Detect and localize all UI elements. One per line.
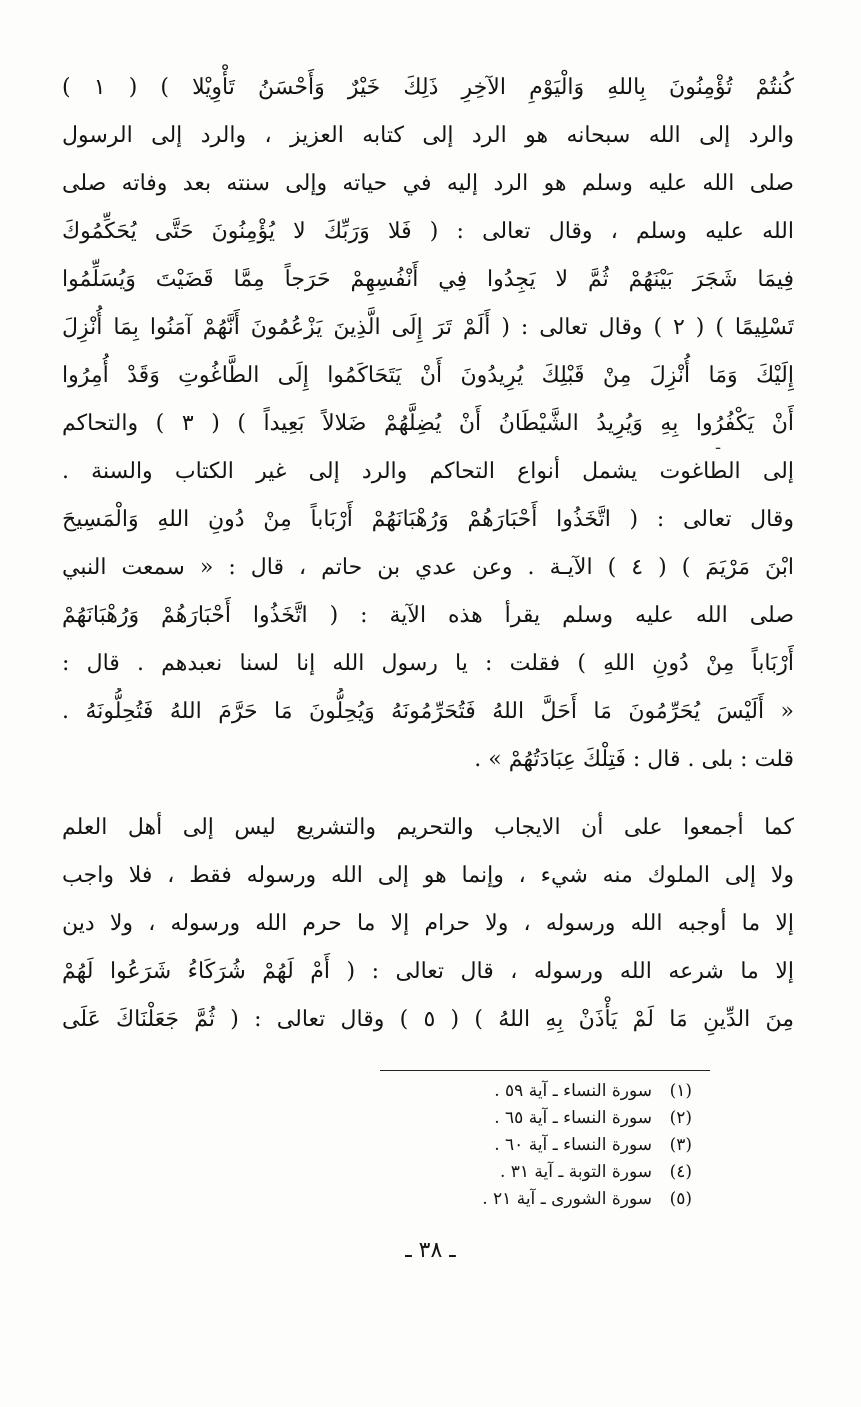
footnote-text: سورة النساء ـ آية ٦٠ . (494, 1135, 652, 1155)
footnote-item (300, 1159, 692, 1186)
page-number: ـ ٣٨ ـ (405, 1238, 456, 1263)
footnote-text: سورة النساء ـ آية ٥٩ . (494, 1081, 652, 1101)
text-line: والرد إلى الله سبحانه هو الرد إلى كتابه العزيز ، والرد إلى الرسول (62, 123, 794, 148)
text-line: الله عليه وسلم ، وقال تعالى : ( فَلا وَرَبِّكَ لا يُؤْمِنُونَ حَتَّى يُحَكِّمُوكَ (62, 219, 794, 244)
text-line: قلت : بلى . قال : فَتِلْكَ عِبَادَتُهُمْ » . (474, 747, 794, 772)
footnote-item (300, 1105, 692, 1132)
footnote-separator (380, 1070, 710, 1071)
text-line: صلى الله عليه وسلم هو الرد إليه في حياته وإلى سنته بعد وفاته صلى (62, 171, 794, 196)
text-line: إلا ما أوجبه الله ورسوله ، ولا حرام إلا ما حرم الله ورسوله ، ولا دين (62, 911, 794, 936)
paragraph-gap (62, 784, 794, 804)
text-line: كُنتُمْ تُؤْمِنُونَ بِاللهِ وَالْيَوْمِ الآخِرِ ذَلِكَ خَيْرٌ وَأَحْسَنُ تَأْوِيْلا ) ( ١ ) (62, 75, 794, 100)
footnote-text: سورة الشورى ـ آية ٢١ . (482, 1189, 652, 1209)
text-line: فِيمَا شَجَرَ بَيْنَهُمْ ثُمَّ لا يَجِدُوا فِي أَنْفُسِهِمْ حَرَجاً مِمَّا قَضَيْتَ وَيُسَلِّمُوا (62, 267, 794, 292)
footnote-number: (١) (669, 1081, 692, 1101)
text-line: أَنْ يَكْفُرُوا بِهِ وَيُرِيدُ الشَّيْطَانُ أَنْ يُضِلَّهُمْ ضَلالاً بَعِيداً ) ( ٣ ) والتحاكم (62, 411, 794, 436)
footnote-number: (٢) (669, 1108, 692, 1128)
footnote-number: (٣) (669, 1135, 692, 1155)
text-line: ابْنَ مَرْيَمَ ) ( ٤ ) الآيـة . وعن عدي بن حاتم ، قال : « سمعت النبي (62, 555, 794, 580)
text-line: تَسْلِيمًا ) ( ٢ ) وقال تعالى : ( أَلَمْ تَرَ إِلَى الَّذِينَ يَزْعُمُونَ أَنَّهُمْ آمَنُوا بِمَا أُنْزِلَ (62, 315, 794, 340)
text-line: كما أجمعوا على أن الايجاب والتحريم والتشريع ليس إلى أهل العلم (62, 815, 794, 840)
margin-mark: - (715, 437, 722, 458)
text-line: وقال تعالى : ( اتَّخَذُوا أَحْبَارَهُمْ وَرُهْبَانَهُمْ أَرْبَاباً مِنْ دُونِ اللهِ وَالْمَسِيحَ (62, 507, 794, 532)
body-text (62, 64, 794, 1044)
paragraph-1 (62, 64, 794, 784)
footnotes (300, 1078, 692, 1213)
footnote-item (300, 1132, 692, 1159)
footnote-item (300, 1078, 692, 1105)
text-line: مِنَ الدِّينِ مَا لَمْ يَأْذَنْ بِهِ اللهُ ) ( ٥ ) وقال تعالى : ( ثُمَّ جَعَلْنَاكَ عَلَى (62, 1007, 794, 1032)
footnote-item (300, 1186, 692, 1213)
footnote-number: (٥) (669, 1189, 692, 1209)
text-line: صلى الله عليه وسلم يقرأ هذه الآية : ( اتَّخَذُوا أَحْبَارَهُمْ وَرُهْبَانَهُمْ (62, 603, 794, 628)
text-line: إلا ما شرعه الله ورسوله ، قال تعالى : ( أَمْ لَهُمْ شُرَكَاءُ شَرَعُوا لَهُمْ (62, 959, 794, 984)
footnote-text: سورة النساء ـ آية ٦٥ . (494, 1108, 652, 1128)
text-line: أَرْبَاباً مِنْ دُونِ اللهِ ) فقلت : يا رسول الله إنا لسنا نعبدهم . قال : (62, 651, 794, 676)
text-line: إلى الطاغوت يشمل أنواع التحاكم والرد إلى غير الكتاب والسنة . (62, 459, 794, 484)
text-line: « أَلَيْسَ يُحَرِّمُونَ مَا أَحَلَّ اللهُ فَتُحَرِّمُونَهُ وَيُحِلُّونَ مَا حَرَّمَ اللهُ فَتُحِلُّونَهُ . (62, 699, 794, 724)
text-line: إِلَيْكَ وَمَا أُنْزِلَ مِنْ قَبْلِكَ يُرِيدُونَ أَنْ يَتَحَاكَمُوا إِلَى الطَّاغُوتِ وَقَدْ أُمِرُوا (62, 363, 794, 388)
footnote-text: سورة التوبة ـ آية ٣١ . (499, 1162, 652, 1182)
text-line: ولا إلى الملوك منه شيء ، وإنما هو إلى الله ورسوله فقط ، فلا واجب (62, 863, 794, 888)
paragraph-2 (62, 804, 794, 1044)
footnote-number: (٤) (669, 1162, 692, 1182)
